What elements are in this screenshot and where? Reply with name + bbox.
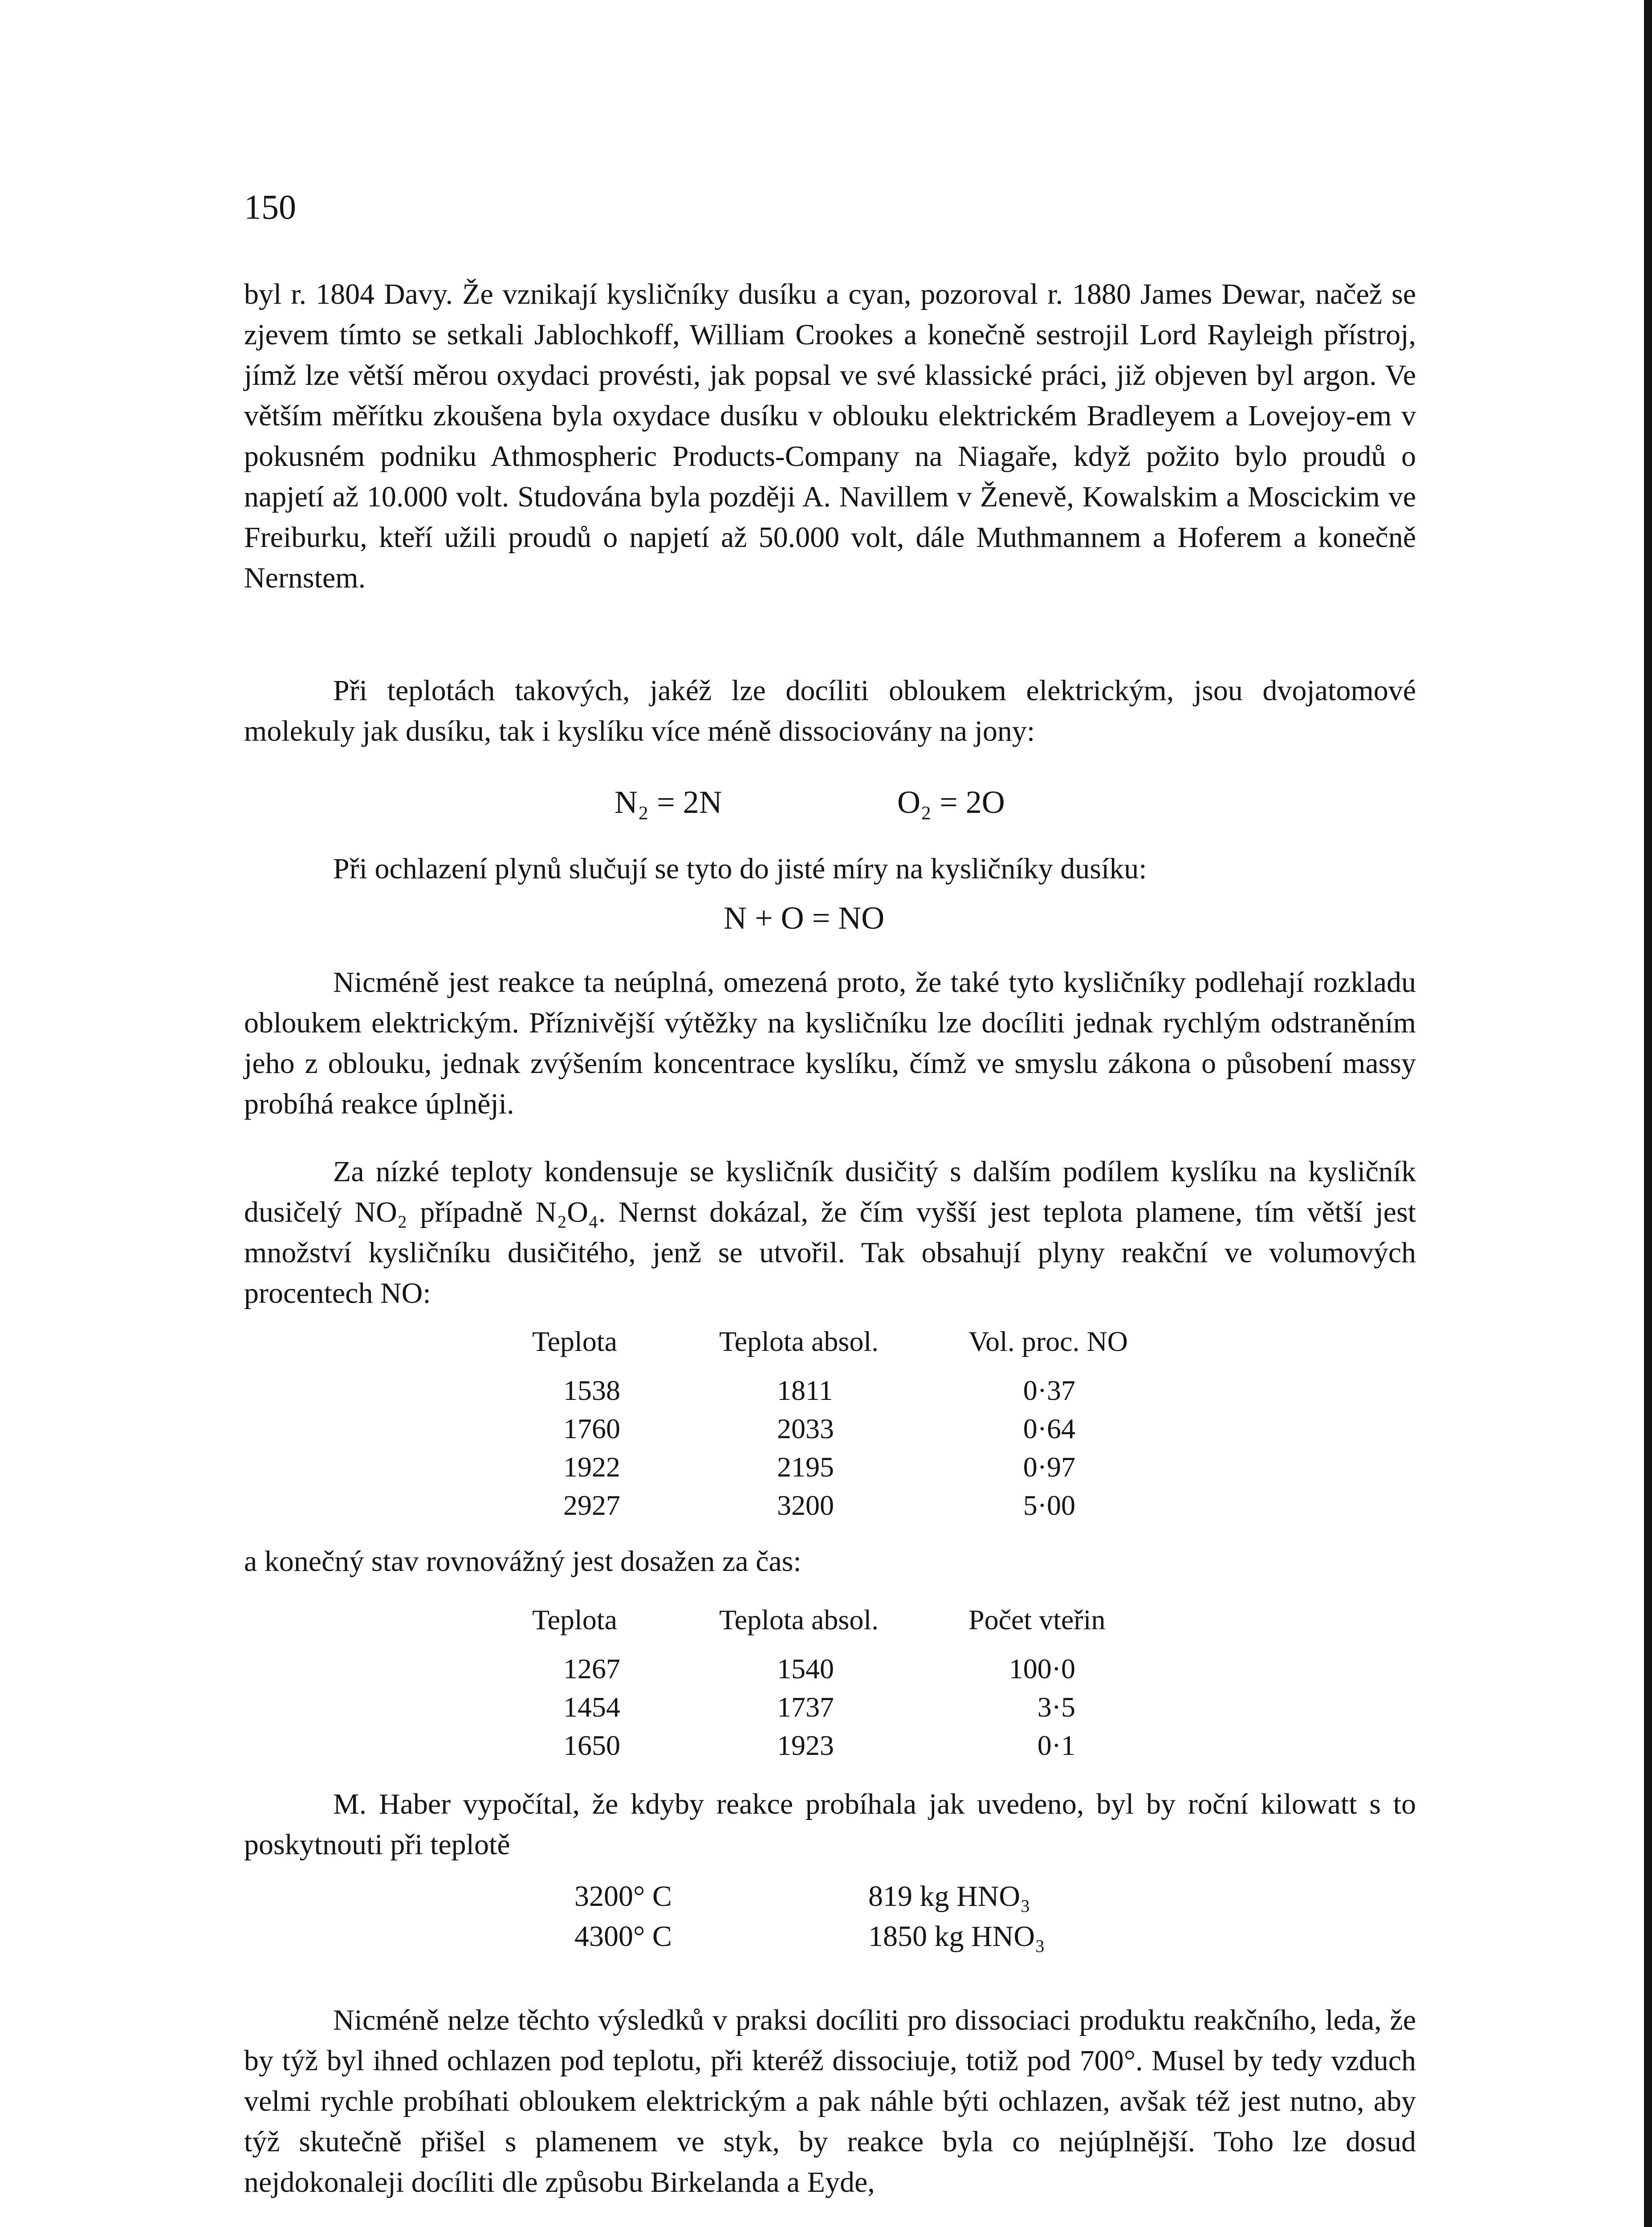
table-row <box>532 1652 1200 1691</box>
table-cell: 1811 <box>777 1375 833 1406</box>
table-cell: 3·5 <box>1037 1691 1075 1723</box>
haber-results <box>574 1880 1198 1960</box>
paragraph-incomplete-reaction <box>244 962 1416 1124</box>
table-cell: 2927 <box>563 1489 620 1521</box>
table-row <box>532 1374 1200 1412</box>
table-header-cell: Teplota <box>532 1326 617 1357</box>
paragraph-text: Za nízké teploty kondensuje se kysličník dusičitý s dalším podílem kyslíku na kysličník dusičelý NO₂ případně N₂O₄. Nernst dokázal, že čím vyšší jest teplota plamene, tím větší jest množství kysličníku dusičitého, jenž se utvořil. Tak obsahují plyny reakční ve volumových procentech NO: <box>244 1155 1416 1309</box>
equation-nitrogen: N₂ = 2N <box>614 784 722 820</box>
table-cell: 2033 <box>777 1413 834 1444</box>
table-row <box>532 1489 1200 1527</box>
result-temperature: 4300° C <box>574 1920 672 1953</box>
table-row <box>532 1729 1200 1767</box>
paragraph-text: Nicméně jest reakce ta neúplná, omezená proto, že také tyto kysličníky podlehají rozkladu obloukem elektrickým. Příznivější výtěžky na kysličníku lze docíliti jednak rychlým odstraněním jeho z oblouku, jednak zvýšením koncentrace kyslíku, čímž ve smyslu zákona o působení massy probíhá reakce úplněji. <box>244 966 1416 1120</box>
paragraph-text: Při ochlazení plynů slučují se tyto do jisté míry na kysličníky dusíku: <box>333 852 1147 885</box>
paragraph-haber <box>244 1784 1416 1865</box>
result-temperature: 3200° C <box>574 1880 672 1913</box>
table-header-row <box>532 1325 1200 1374</box>
table-row <box>532 1691 1200 1729</box>
paragraph-birkeland <box>244 2000 1416 2203</box>
table-cell: 1650 <box>563 1729 620 1761</box>
table-cell: 0·1 <box>1037 1729 1075 1761</box>
table-cell: 1538 <box>563 1375 620 1406</box>
table-cell: 1922 <box>563 1451 620 1483</box>
table-cell: 1923 <box>777 1729 834 1761</box>
table-header-cell: Teplota absol. <box>719 1326 879 1357</box>
result-yield: 1850 kg HNO₃ <box>868 1920 1045 1953</box>
paragraph-equilibrium <box>244 1541 1416 1582</box>
table-header-row <box>532 1603 1200 1652</box>
table-row <box>532 1451 1200 1489</box>
paragraph-text: Nicméně nelze těchto výsledků v praksi docíliti pro dissociaci produktu reakčního, leda, že by týž byl ihned ochlazen pod teplotu, při kteréž dissociuje, totiž pod 700°. Musel by tedy vzduch velmi rychle probíhati obloukem elektrickým a pak náhle býti ochlazen, avšak též jest nutno, aby týž skutečně přišel s plamenem ve styk, by reakce byla co nejúplnější. Toho lze dosud nejdokonaleji docíliti dle způsobu Birkelanda a Eyde, <box>244 2004 1416 2198</box>
table-header-cell: Počet vteřin <box>968 1604 1106 1636</box>
result-row <box>574 1880 1198 1920</box>
paragraph-text: M. Haber vypočítal, že kdyby reakce probíhala jak uvedeno, byl by roční kilowatt s to poskytnouti při teplotě <box>244 1788 1416 1861</box>
table-volume-percent <box>532 1325 1200 1527</box>
table-seconds <box>532 1603 1200 1767</box>
page-number: 150 <box>244 188 296 226</box>
page-edge-right <box>1644 0 1652 2227</box>
paragraph-text: Při teplotách takových, jakéž lze docíliti obloukem elektrickým, jsou dvojatomové molekuly jak dusíku, tak i kyslíku více méně dissociovány na jony: <box>244 674 1416 747</box>
equation-no: N + O = NO <box>724 900 885 936</box>
paragraph-history <box>244 274 1416 598</box>
table-header-cell: Vol. proc. NO <box>968 1326 1128 1357</box>
paragraph-nernst <box>244 1151 1416 1313</box>
paragraph-cooling <box>244 848 1416 889</box>
table-row <box>532 1412 1200 1451</box>
result-yield: 819 kg HNO₃ <box>868 1880 1030 1913</box>
table-cell: 1454 <box>563 1691 620 1723</box>
paragraph-text: a konečný stav rovnovážný jest dosažen za čas: <box>244 1545 802 1578</box>
table-header-cell: Teplota absol. <box>719 1604 879 1636</box>
table-cell: 1737 <box>777 1691 834 1723</box>
paragraph-dissociation <box>244 670 1416 751</box>
table-cell: 0·97 <box>1023 1451 1075 1483</box>
table-cell: 100·0 <box>1009 1653 1075 1685</box>
table-cell: 1267 <box>563 1653 620 1685</box>
result-row <box>574 1920 1198 1960</box>
table-cell: 5·00 <box>1023 1489 1075 1521</box>
table-cell: 1540 <box>777 1653 834 1685</box>
table-cell: 0·64 <box>1023 1413 1075 1444</box>
paragraph-text: byl r. 1804 Davy. Že vznikají kysličníky dusíku a cyan, pozoroval r. 1880 James Dewar, načež se zjevem tímto se setkali Jablochkoff, William Crookes a konečně sestrojil Lord Rayleigh přístroj, jímž lze větší měrou oxydaci provésti, jak popsal ve své klassické práci, již objeven byl argon. Ve větším měřítku zkoušena byla oxydace dusíku v oblouku elektrickém Bradleyem a Lovejoy-em v pokusném podniku Athmospheric Products-Company na Niagaře, když požito bylo proudů o napjetí až 10.000 volt. Studována byla později A. Navillem v Ženevě, Kowalskim a Moscickim ve Freiburku, kteří užili proudů o napjetí až 50.000 volt, dále Muthmannem a Hoferem a konečně Nernstem. <box>244 278 1416 594</box>
table-header-cell: Teplota <box>532 1604 617 1636</box>
table-cell: 2195 <box>777 1451 834 1483</box>
table-cell: 0·37 <box>1023 1375 1075 1406</box>
table-cell: 1760 <box>563 1413 620 1444</box>
table-cell: 3200 <box>777 1489 834 1521</box>
equation-oxygen: O₂ = 2O <box>897 784 1005 820</box>
